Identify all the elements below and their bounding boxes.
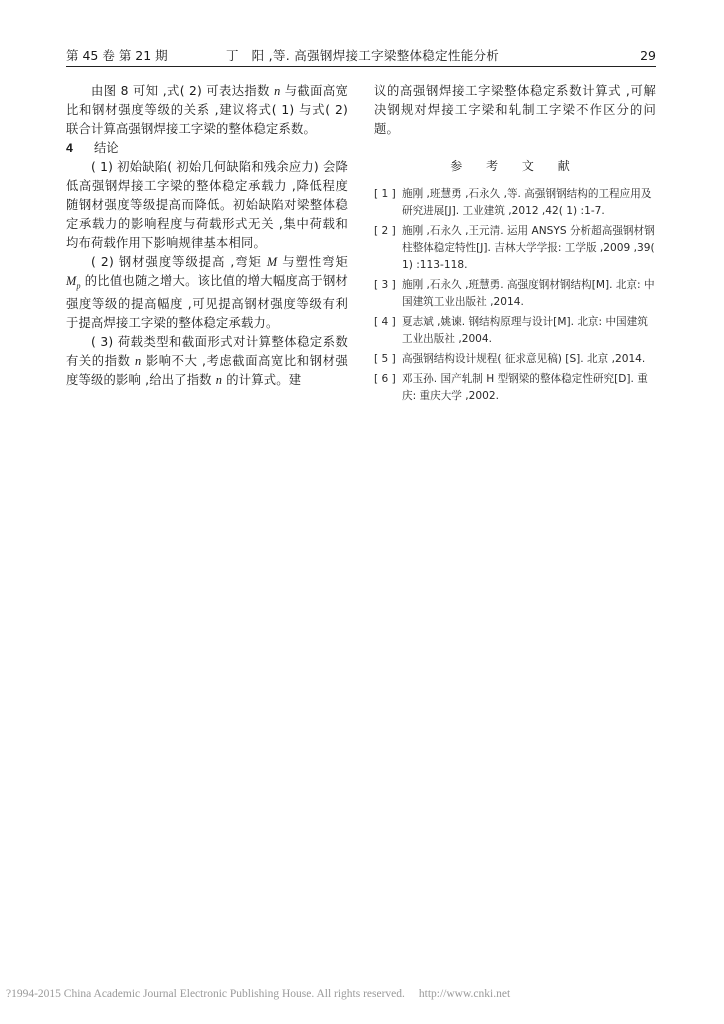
reference-text: 邓玉孙. 国产轧制 H 型钢梁的整体稳定性研究[D]. 重庆: 重庆大学 ,2002. — [402, 373, 648, 402]
reference-index: [ 4 ] — [374, 316, 396, 328]
conclusion-1: ( 1) 初始缺陷( 初始几何缺陷和残余应力) 会降低高强钢焊接工字梁的整体稳定承载力 ,降低程度随钢材强度等级提高而降低。初始缺陷对梁整体稳定承载力的影响程度与荷载形式无关 ,集中荷载和均布荷载作用下影响规律基本相同。 — [66, 160, 348, 250]
reference-index: [ 5 ] — [374, 353, 396, 365]
var-n: n — [274, 84, 281, 98]
section-heading — [66, 139, 348, 158]
conclusion-3 — [66, 333, 348, 390]
reference-text: 施刚 ,班慧勇 ,石永久 ,等. 高强钢钢结构的工程应用及研究进展[J]. 工业建筑 ,2012 ,42( 1) :1-7. — [402, 188, 652, 217]
conclusion-2 — [66, 253, 348, 333]
c2-text-c: 的比值也随之增大。该比值的增大幅度高于钢材强度等级的提高幅度 ,可见提高钢材强度等级有利于提高焊接工字梁的整体稳定承载力。 — [66, 274, 348, 331]
section-title: 结论 — [94, 141, 119, 155]
reference-item — [374, 351, 656, 368]
c3-text-c: 的计算式。建 — [222, 373, 302, 388]
var-M: M — [266, 255, 278, 269]
var-Mp: M — [66, 274, 77, 288]
copyright-footer — [6, 988, 718, 1000]
references-list — [374, 186, 656, 405]
var-n: n — [215, 373, 223, 388]
var-n: n — [135, 354, 142, 369]
reference-item — [374, 371, 656, 405]
page-number: 29 — [640, 48, 656, 63]
c2-text-b: 与塑性弯矩 — [277, 255, 348, 269]
copyright-text: ?1994-2015 China Academic Journal Electronic Publishing House. All rights reserved. — [6, 988, 405, 1000]
reference-text: 施刚 ,石永久 ,班慧勇. 高强度钢材钢结构[M]. 北京: 中国建筑工业出版社 ,2014. — [402, 279, 655, 308]
footer-url: http://www.cnki.net — [418, 988, 511, 1000]
reference-index: [ 2 ] — [374, 225, 396, 237]
reference-item — [374, 223, 656, 274]
intro-text-b: 与截面高宽比和钢材强度等级的关系 ,建议将式( 1) 与式( 2) 联合计算高强钢焊接工字梁的整体稳定系数。 — [66, 84, 349, 136]
journal-issue: 第 45 卷 第 21 期 — [66, 48, 168, 63]
reference-text: 高强钢结构设计规程( 征求意见稿) [S]. 北京 ,2014. — [402, 353, 646, 365]
reference-item — [374, 186, 656, 220]
references-heading: 参 考 文 献 — [450, 159, 580, 173]
reference-item — [374, 314, 656, 348]
var-Mp-subscript: p — [76, 281, 81, 291]
intro-text-a: 由图 8 可知 ,式( 2) 可表达指数 — [91, 84, 275, 98]
running-header — [66, 44, 656, 67]
reference-index: [ 6 ] — [374, 373, 396, 385]
reference-index: [ 1 ] — [374, 188, 396, 200]
section-number: 4 — [66, 141, 73, 155]
paragraph-continued: 议的高强钢焊接工字梁整体稳定系数计算式 ,可解决钢规对焊接工字梁和轧制工字梁不作区分的问题。 — [374, 84, 656, 136]
reference-text: 夏志斌 ,姚谏. 钢结构原理与设计[M]. 北京: 中国建筑工业出版社 ,2004. — [402, 316, 648, 345]
c3-text-a: ( 3) 荷载类型和截面形式对计算整体稳定系数有关的指数 — [66, 335, 348, 369]
reference-item — [374, 277, 656, 311]
c2-text-a: ( 2) 钢材强度等级提高 ,弯矩 — [91, 255, 267, 269]
reference-index: [ 3 ] — [374, 279, 396, 291]
paragraph-intro — [66, 82, 348, 139]
c3-text-b: 影响不大 ,考虑截面高宽比和钢材强度等级的影响 ,给出了指数 — [66, 354, 349, 388]
running-title: 丁 阳 ,等. 高强钢焊接工字梁整体稳定性能分析 — [226, 48, 500, 63]
right-column — [374, 82, 656, 408]
reference-text: 施刚 ,石永久 ,王元清. 运用 ANSYS 分析超高强钢材钢柱整体稳定特性[J]. 吉林大学学报: 工学版 ,2009 ,39( 1) :113-118. — [402, 225, 655, 271]
left-column — [66, 82, 348, 390]
